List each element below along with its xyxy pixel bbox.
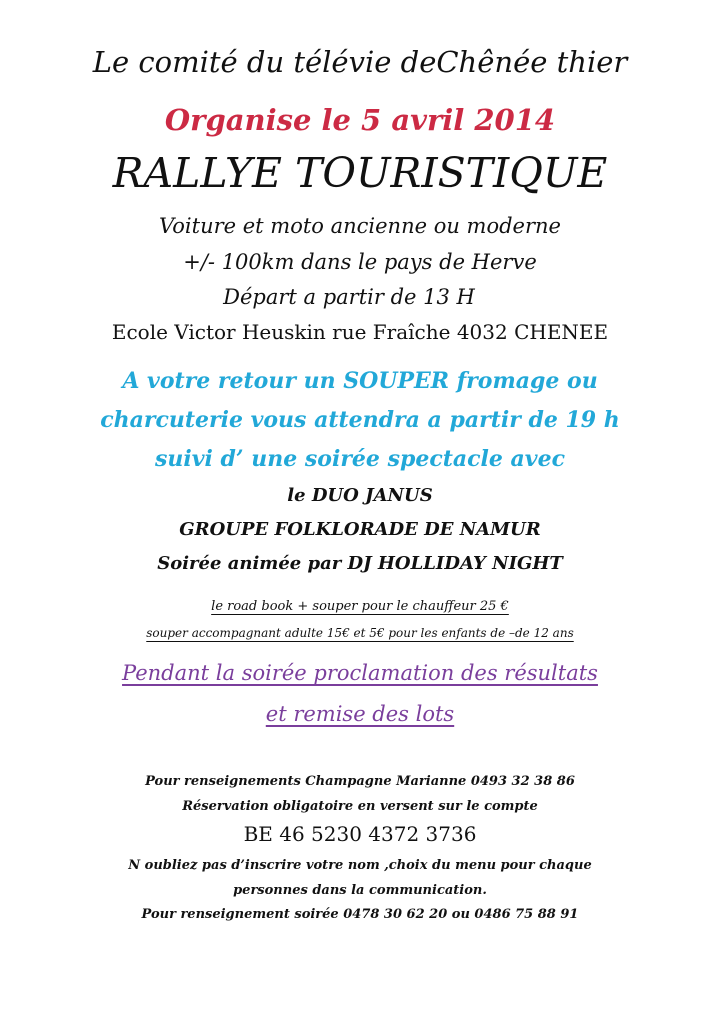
vehicles-line: Voiture et moto ancienne ou moderne <box>159 214 561 238</box>
performer-dj: Soirée animée par DJ HOLLIDAY NIGHT <box>157 553 563 574</box>
distance-line: +/- 100km dans le pays de Herve <box>183 250 537 274</box>
menu-note-line-2: personnes dans la communication. <box>233 883 487 898</box>
contact-info: Pour renseignements Champagne Marianne 0493 32 38 86 <box>145 774 575 789</box>
location-line: Ecole Victor Heuskin rue Fraîche 4032 CHENEE <box>111 320 609 344</box>
price-companion: souper accompagnant adulte 15€ et 5€ pour les enfants de –de 12 ans <box>146 626 574 640</box>
menu-note-line-1: N oubliez pas d’inscrire votre nom ,choix du menu pour chaque <box>128 858 592 873</box>
committee-line: Le comité du télévie deChênée thier <box>92 45 628 79</box>
performer-group: GROUPE FOLKLORADE DE NAMUR <box>179 519 541 540</box>
reservation-note: Réservation obligatoire en versent sur le compte <box>182 799 538 814</box>
performer-duo: le DUO JANUS <box>287 485 433 506</box>
price-driver: le road book + souper pour le chauffeur 25 € <box>211 599 509 614</box>
results-line-1: Pendant la soirée proclamation des résultats <box>122 661 598 685</box>
departure-line: Départ a partir de 13 H <box>223 285 475 309</box>
event-title: RALLYE TOURISTIQUE <box>112 149 608 197</box>
results-line-2: et remise des lots <box>265 702 455 726</box>
dinner-line-3: suivi d’ une soirée spectacle avec <box>155 446 565 472</box>
bank-account: BE 46 5230 4372 3736 <box>243 822 477 846</box>
dinner-line-1: A votre retour un SOUPER fromage ou <box>122 368 598 394</box>
organise-date-line: Organise le 5 avril 2014 <box>164 103 556 137</box>
dinner-line-2: charcuterie vous attendra a partir de 19 h <box>100 407 620 433</box>
evening-contact: Pour renseignement soirée 0478 30 62 20 ou 0486 75 88 91 <box>141 907 579 922</box>
